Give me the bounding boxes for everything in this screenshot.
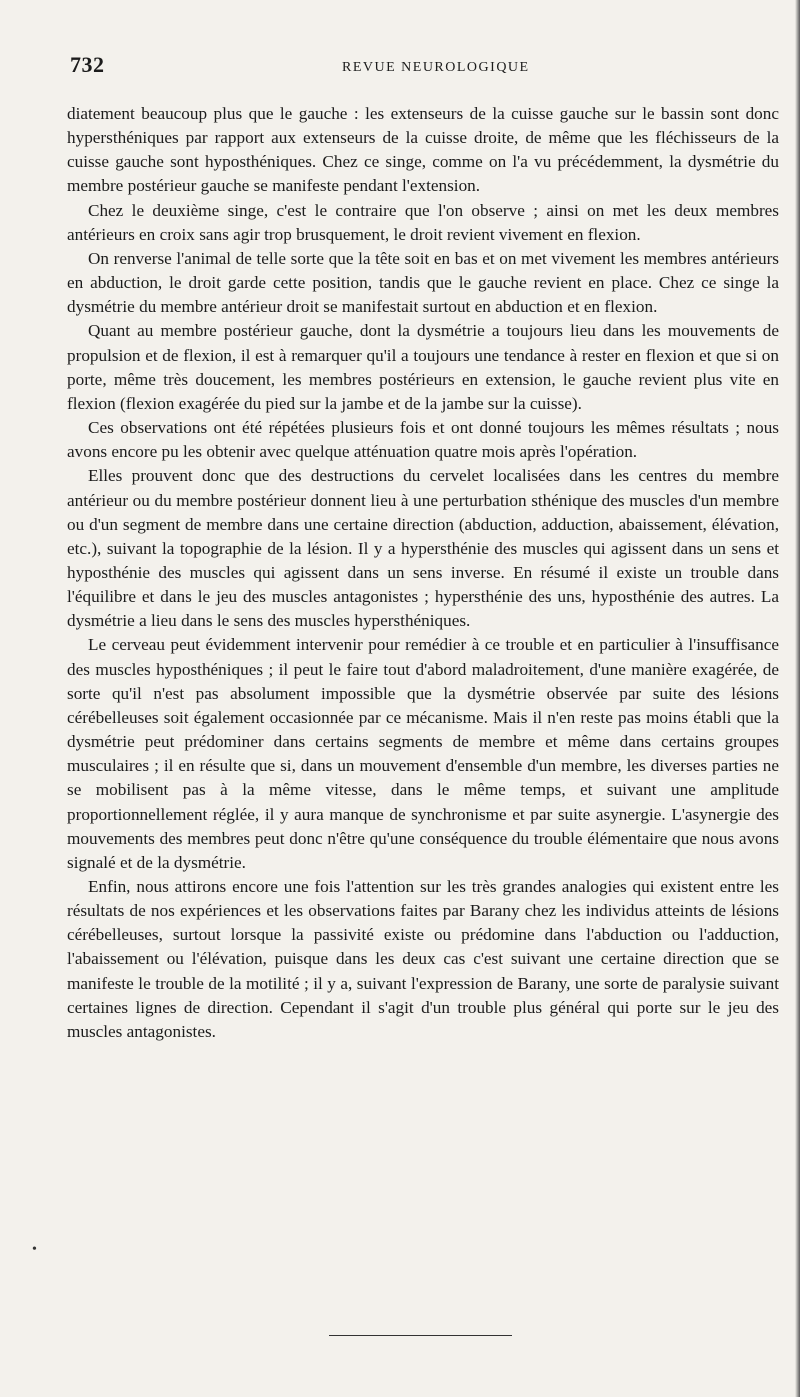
- paragraph: Enfin, nous attirons encore une fois l'attention sur les très grandes analogies qui existent entre les résultats de nos expériences et les observations faites par Barany chez les individus atteints de lésions cérébelleuses, surtout lorsque la passivité existe ou prédomine dans l'abduction ou l'adduction, l'abaissement ou l'élévation, puisque dans les deux cas c'est suivant une certaine direction que se manifeste le trouble de la motilité ; il y a, suivant l'expression de Barany, une sorte de paralysie suivant certaines lignes de direction. Cependant il s'agit d'un trouble plus général qui porte sur le jeu des muscles antagonistes.: [67, 877, 779, 1041]
- paragraph: Chez le deuxième singe, c'est le contraire que l'on observe ; ainsi on met les deux membres antérieurs en croix sans agir trop brusquement, le droit revient vivement en flexion.: [67, 200, 779, 244]
- page-edge-shadow: [795, 0, 800, 1397]
- running-title: REVUE NEUROLOGIQUE: [342, 60, 530, 75]
- margin-dot-icon: •: [32, 1242, 37, 1257]
- paragraph: Le cerveau peut évidemment intervenir pour remédier à ce trouble et en particulier à l'insuffisance des muscles hyposthéniques ; il peut le faire tout d'abord maladroitement, d'une manière exagérée, de sorte qu'il n'est pas absolument impossible que la dysmétrie observée par suite des lésions cérébelleuses soit également occasionnée par ce mécanisme. Mais il n'en reste pas moins établi que la dysmétrie peut prédominer dans certains segments de membre et même dans certains groupes musculaires ; il en résulte que si, dans un mouvement d'ensemble d'un membre, les diverses parties ne se mobilisent pas à la même vitesse, dans le même temps, et suivant une amplitude proportionnellement réglée, il y aura manque de synchronisme et par suite asynergie. L'asynergie des mouvements des membres peut donc n'être qu'une conséquence du trouble élémentaire que nous avons signalé et de la dysmétrie.: [67, 635, 779, 872]
- paragraph: Elles prouvent donc que des destructions du cervelet localisées dans les centres du membre antérieur ou du membre postérieur donnent lieu à une perturbation sthénique des muscles d'un membre ou d'un segment de membre dans une certaine direction (abduction, adduction, abaissement, élévation, etc.), suivant la topographie de la lésion. Il y a hypersthénie des muscles qui agissent dans un sens et hyposthénie des muscles qui agissent dans un sens inverse. En résumé il existe un trouble dans l'équilibre et dans le jeu des muscles antagonistes ; hypersthénie des uns, hyposthénie des autres. La dysmétrie a lieu dans le sens des muscles hypersthéniques.: [67, 466, 779, 631]
- paragraph: diatement beaucoup plus que le gauche : les extenseurs de la cuisse gauche sur le bassin sont donc hypersthéniques par rapport aux extenseurs de la cuisse droite, de même que les fléchisseurs de la cuisse gauche sont hyposthéniques. Chez ce singe, comme on l'a vu précédemment, la dysmétrie du membre postérieur gauche se manifeste pendant l'extension.: [67, 104, 779, 196]
- paragraph: On renverse l'animal de telle sorte que la tête soit en bas et on met vivement les membres antérieurs en abduction, le droit garde cette position, tandis que le gauche revient en place. Chez ce singe la dysmétrie du membre antérieur droit se manifestait surtout en abduction et en flexion.: [67, 248, 779, 317]
- paragraph: Ces observations ont été répétées plusieurs fois et ont donné toujours les mêmes résultats ; nous avons encore pu les obtenir avec quelque atténuation quatre mois après l'opération.: [67, 418, 779, 462]
- page-number: 732: [70, 52, 105, 77]
- paragraph: Quant au membre postérieur gauche, dont la dysmétrie a toujours lieu dans les mouvements de propulsion et de flexion, il est à remarquer qu'il a toujours une tendance à rester en flexion et que si on porte, même très doucement, les membres postérieurs en extension, le gauche revient plus vite en flexion (flexion exagérée du pied sur la jambe et de la jambe sur la cuisse).: [67, 321, 779, 413]
- body-text: [67, 102, 779, 1044]
- end-rule: [329, 1335, 512, 1336]
